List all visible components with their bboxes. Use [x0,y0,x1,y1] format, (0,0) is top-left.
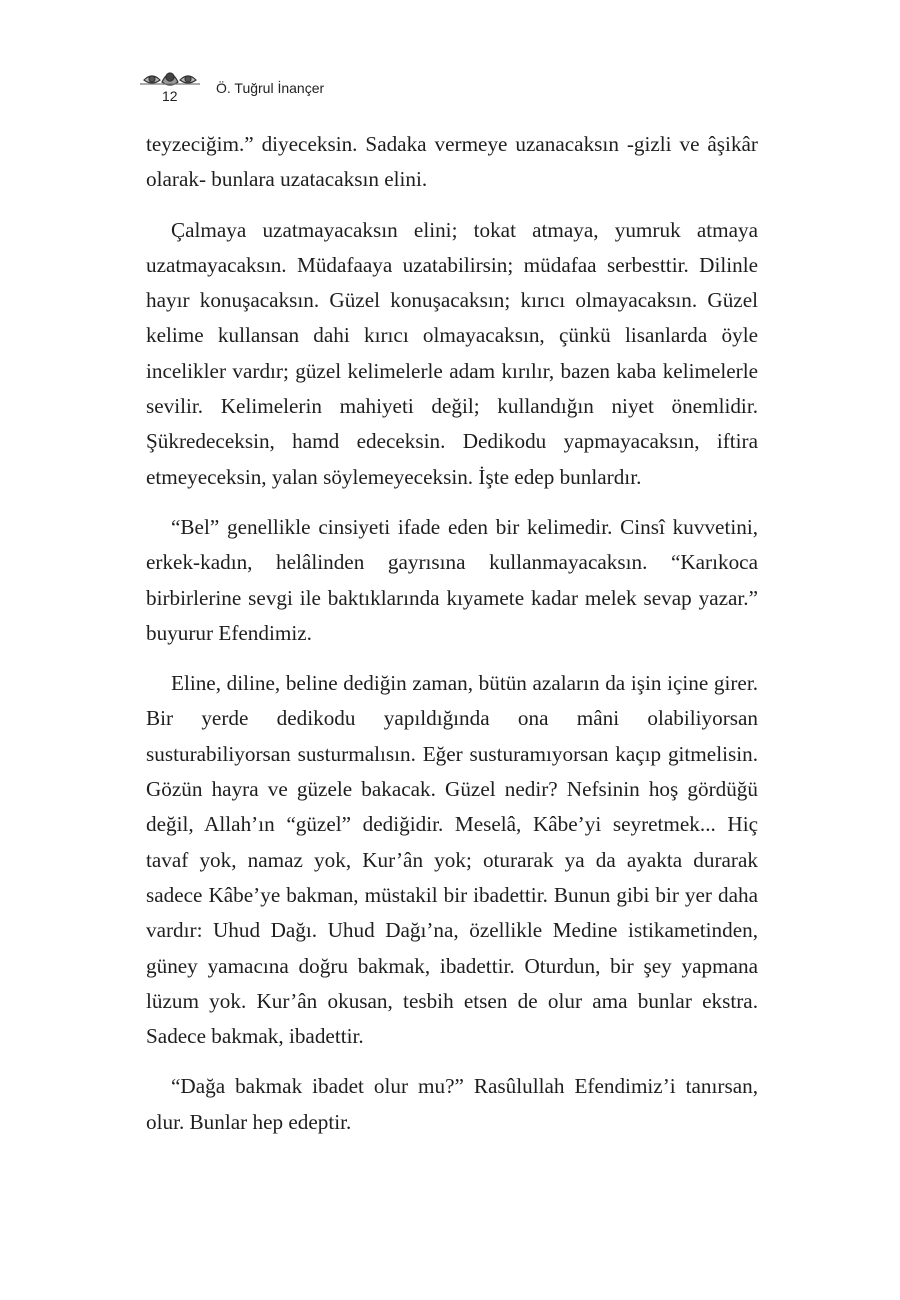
paragraph: Eline, diline, beline dediğin zaman, bütün azaların da işin içine girer. Bir yerde dedikodu yapıldığında ona mâni olabiliyorsan susturabiliyorsan susturmalısın. Eğer susturamıyorsan kaçıp gitmelisin. Gözün hayra ve güzele bakacak. Güzel nedir? Nefsinin hoş gördüğü değil, Allah’ın “güzel” dediğidir. Meselâ, Kâbe’yi seyretmek... Hiç tavaf yok, namaz yok, Kur’ân yok; oturarak ya da ayakta durarak sadece Kâbe’ye bakman, müstakil bir ibadettir. Bunun gibi bir yer daha vardır: Uhud Dağı. Uhud Dağı’na, özellikle Medine istikametinden, güney yamacına doğru bakmak, ibadettir. Oturdun, bir şey yapmana lüzum yok. Kur’ân okusan, tesbih etsen de olur ama bunlar ekstra. Sadece bakmak, ibadettir. [146,671,758,1049]
paragraph: teyzeciğim.” diyeceksin. Sadaka vermeye uzanacaksın -gizli ve âşikâr olarak- bunlara uzatacaksın elini. [146,132,758,192]
running-header-author: Ö. Tuğrul İnançer [216,80,325,96]
body-text [146,127,758,1155]
page-number: 12 [162,88,178,104]
paragraph: Çalmaya uzatmayacaksın elini; tokat atmaya, yumruk atmaya uzatmayacaksın. Müdafaaya uzatabilirsin; müdafaa serbesttir. Dilinle hayır konuşacaksın. Güzel konuşacaksın; kırıcı olmayacaksın. Güzel kelime kullansan dahi kırıcı olmayacaksın, çünkü lisanlarda öyle incelikler vardır; güzel kelimelerle adam kırılır, bazen kaba kelimelerle sevilir. Kelimelerin mahiyeti değil; kullandığın niyet önemlidir. Şükredeceksin, hamd edeceksin. Dedikodu yapmayacaksın, iftira etmeyeceksin, yalan söylemeyeceksin. İşte edep bunlardır. [146,217,758,489]
paragraph: “Dağa bakmak ibadet olur mu?” Rasûlullah Efendimiz’i tanırsan, olur. Bunlar hep edeptir. [146,1074,758,1134]
paragraph: “Bel” genellikle cinsiyeti ifade eden bir kelimedir. Cinsî kuvvetini, erkek-kadın, helâlinden gayrısına kullanmayacaksın. “Karıkoca birbirlerine sevgi ile baktıklarında kıyamete kadar melek sevap yazar.” buyurur Efendimiz. [146,514,758,645]
page-header [138,66,538,110]
